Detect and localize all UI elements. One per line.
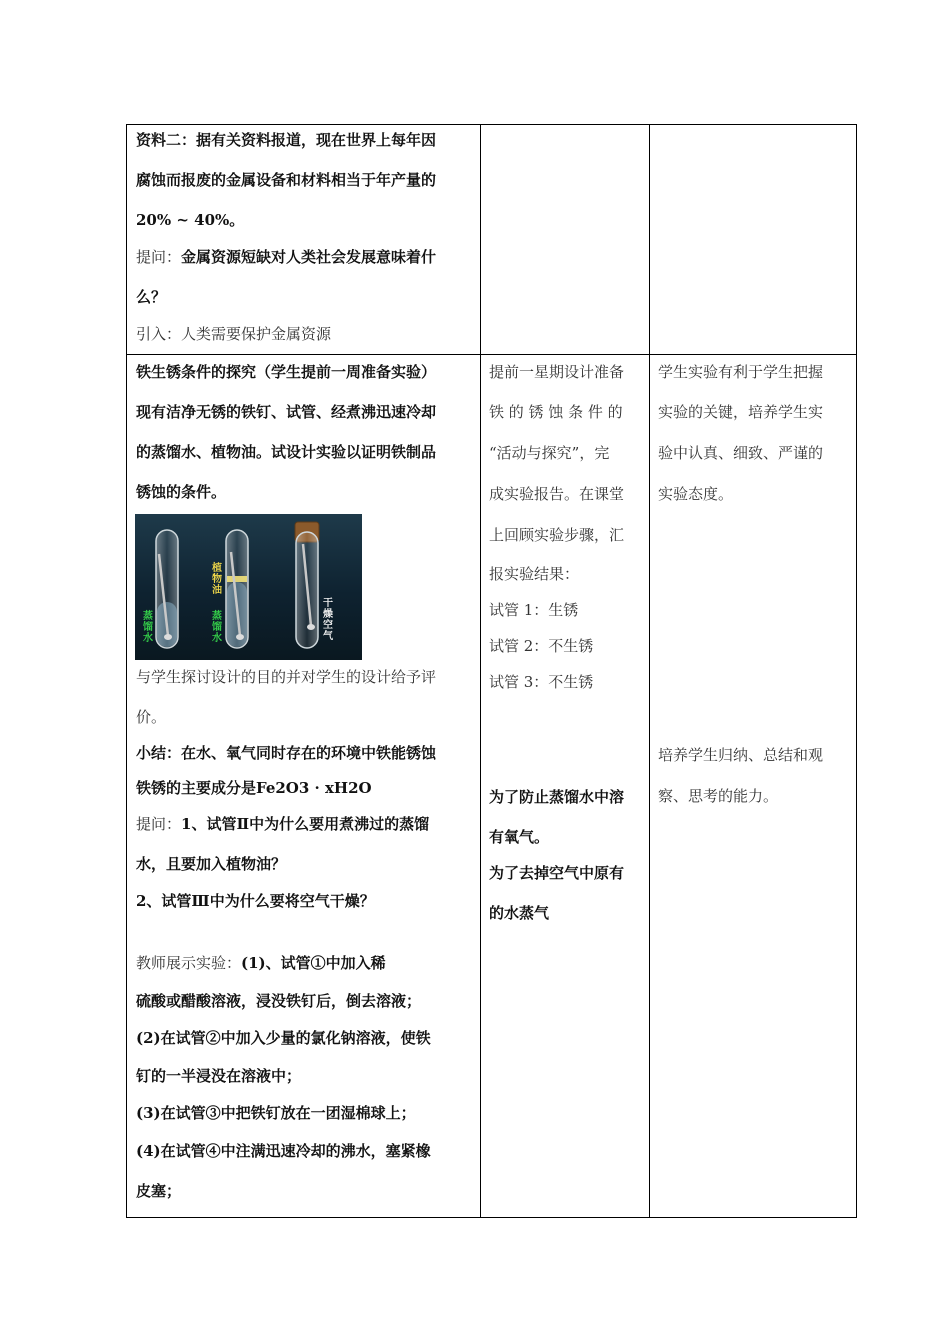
text-line: 铁锈的主要成分是Fe2O3 · xH2O	[136, 779, 372, 797]
text-line: 水，且要加入植物油？	[136, 855, 287, 873]
text-line: 实验的关键，培养学生实	[658, 403, 824, 421]
text-line: 引入：人类需要保护金属资源	[136, 325, 332, 343]
text-line: (2)在试管②中加入少量的氯化钠溶液，使铁	[136, 1029, 431, 1047]
text-line: 与学生探讨设计的目的并对学生的设计给予评	[136, 668, 437, 686]
text-line: 的蒸馏水、植物油。试设计实验以证明铁制品	[136, 443, 437, 461]
summary-line: 小结：在水、氧气同时存在的环境中铁能锈蚀	[136, 744, 437, 762]
section-heading: 铁生锈条件的探究（学生提前一周准备实验）	[136, 363, 437, 381]
question-line	[136, 247, 436, 267]
question-prefix: 提问：	[136, 815, 182, 833]
demo-text: (1)、试管①中加入稀	[241, 954, 386, 972]
text-line: 实验态度。	[658, 485, 734, 503]
result-line: 试管 1：生锈	[489, 601, 579, 619]
text-line: 皮塞；	[136, 1182, 182, 1200]
text-line: 察、思考的能力。	[658, 787, 779, 805]
text-line: 钉的一半浸没在溶液中；	[136, 1067, 302, 1085]
column-divider-2	[649, 125, 650, 1217]
text-line: 上回顾实验步骤，汇	[489, 526, 625, 544]
result-line: 试管 2：不生锈	[489, 637, 594, 655]
text-line: 20% ~ 40%。	[136, 211, 245, 229]
text-line: 2、试管Ⅲ中为什么要将空气干燥？	[136, 892, 375, 910]
text-line: 培养学生归纳、总结和观	[658, 746, 824, 764]
text-line: (4)在试管④中注满迅速冷却的沸水，塞紧橡	[136, 1142, 431, 1160]
text-line: 价。	[136, 708, 167, 726]
text-line: 报实验结果：	[489, 565, 580, 583]
row2-student-cell	[489, 355, 645, 1217]
text-line: “活动与探究”，完	[489, 444, 610, 462]
tube2-water-label: 蒸馏水	[212, 611, 222, 644]
result-line: 试管 3：不生锈	[489, 673, 594, 691]
tube2-oil-label: 植物油	[212, 563, 222, 596]
question-text: 金属资源短缺对人类社会发展意味着什	[181, 248, 437, 266]
text-line: 资料二：据有关资料报道，现在世界上每年因	[136, 131, 437, 149]
text-line: (3)在试管③中把铁钉放在一团湿棉球上；	[136, 1104, 416, 1122]
text-line: 验中认真、细致、严谨的	[658, 444, 824, 462]
demo-prefix: 教师展示实验：	[136, 954, 242, 972]
answer-line: 为了防止蒸馏水中溶	[489, 788, 625, 806]
answer-line: 有氧气。	[489, 828, 550, 846]
answer-line: 的水蒸气	[489, 904, 550, 922]
answer-line: 为了去掉空气中原有	[489, 864, 625, 882]
tube3-label: 干燥空气	[323, 598, 333, 642]
text-line: 提前一星期设计准备	[489, 363, 625, 381]
question-line	[136, 814, 429, 834]
lesson-table	[126, 124, 857, 1218]
question-prefix: 提问：	[136, 248, 182, 266]
column-divider-1	[480, 125, 481, 1217]
text-line: 现有洁净无锈的铁钉、试管、经煮沸迅速冷却	[136, 403, 437, 421]
text-line: 学生实验有利于学生把握	[658, 363, 824, 381]
text-line: 腐蚀而报废的金属设备和材料相当于年产量的	[136, 171, 437, 189]
text-line: 么？	[136, 288, 167, 306]
text-line: 硫酸或醋酸溶液，浸没铁钉后，倒去溶液；	[136, 992, 422, 1010]
question-text: 1、试管Ⅱ中为什么要用煮沸过的蒸馏	[181, 815, 430, 833]
row2-intent-cell	[658, 355, 854, 1217]
text-line: 铁 的 锈 蚀 条 件 的	[489, 403, 623, 421]
text-line: 成实验报告。在课堂	[489, 485, 625, 503]
tube1-label: 蒸馏水	[143, 611, 153, 644]
text-line: 锈蚀的条件。	[136, 483, 227, 501]
demo-line	[136, 953, 386, 973]
row2-teacher-cell-continued	[136, 355, 476, 1217]
